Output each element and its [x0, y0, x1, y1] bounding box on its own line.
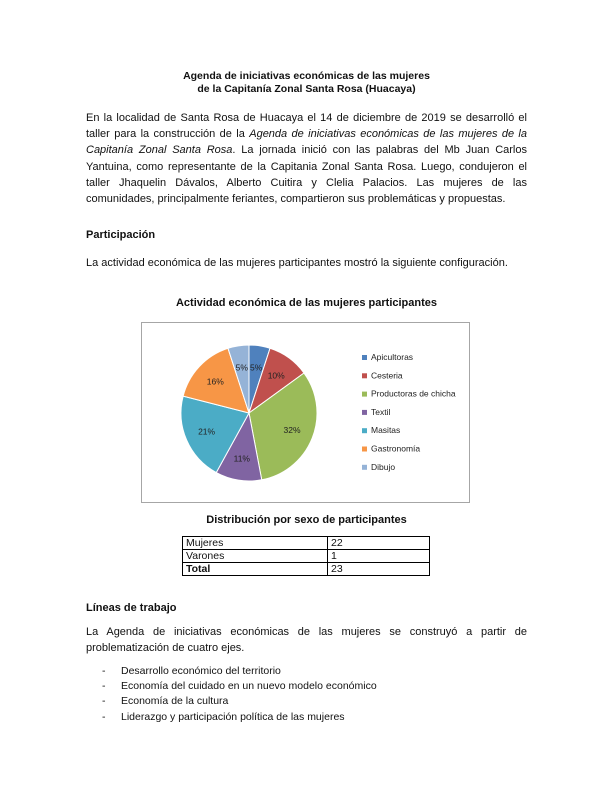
legend-entry: Masitas — [371, 425, 401, 436]
list-item: - Economía de la cultura — [100, 694, 377, 709]
list-item: - Desarrollo económico del territorio — [100, 664, 377, 679]
legend-swatch — [362, 410, 367, 415]
legend-swatch — [362, 447, 367, 452]
legend-entry: Cesteria — [371, 370, 403, 381]
lines-paragraph: La Agenda de iniciativas económicas de las mujeres se construyó a partir de problematización de cuatro ejes. — [86, 626, 527, 655]
table-row — [183, 550, 430, 563]
pie-data-label: 5% — [250, 362, 263, 373]
table-cell-label: Total — [183, 563, 328, 576]
list-item: - Liderazgo y participación política de las mujeres — [100, 710, 377, 725]
participation-paragraph: La actividad económica de las mujeres participantes mostró la siguiente configuración. — [86, 257, 508, 269]
lines-heading: Líneas de trabajo — [86, 602, 177, 614]
intro-text-1: En la localidad de Santa Rosa de Huacaya el 14 de diciembre de 2019 se desarrolló el taller para la construcción de la — [86, 112, 527, 141]
sex-distribution-table — [182, 536, 430, 576]
list-item: - Economía del cuidado en un nuevo modelo económico — [100, 679, 377, 694]
pie-data-label: 5% — [235, 362, 248, 373]
legend-entry: Textil — [371, 406, 391, 417]
table-row — [183, 537, 430, 550]
pie-data-label: 16% — [206, 376, 224, 387]
axes-list — [100, 664, 377, 725]
table-title: Distribución por sexo de participantes — [206, 514, 407, 526]
document-title — [86, 70, 527, 96]
legend-entry: Productoras de chicha — [371, 388, 456, 399]
legend-entry: Dibujo — [371, 461, 396, 472]
table-cell-value: 1 — [328, 550, 430, 563]
pie-chart — [142, 323, 469, 502]
intro-text-2: . La jornada inició con las palabras del Mb Juan Carlos Yantuina, como representante de la Capitania Zonal Santa Rosa. Luego, condujeron el taller Jhaquelin Dávalos, Alberto Cuitira y Clelia Palacios. Las mujeres de las comunidades, principalmente feriantes, compartieron sus problemáticas y propuestas. — [86, 144, 527, 206]
table-cell-value: 22 — [328, 537, 430, 550]
legend-entry: Gastronomía — [371, 443, 421, 454]
pie-data-label: 21% — [198, 426, 216, 437]
intro-paragraph — [86, 110, 527, 207]
intro-italic-agenda: Agenda de iniciativas económicas de las mujeres de la Capitanía Zonal Santa Rosa — [86, 128, 527, 157]
legend-swatch — [362, 465, 367, 470]
participation-heading: Participación — [86, 229, 156, 241]
pie-data-label: 32% — [283, 425, 301, 435]
legend-swatch — [362, 428, 367, 433]
table-cell-label: Mujeres — [183, 537, 328, 550]
chart-title: Actividad económica de las mujeres participantes — [175, 297, 438, 309]
pie-chart-frame — [141, 322, 470, 503]
pie-data-label: 11% — [233, 453, 250, 464]
title-line-1: Agenda de iniciativas económicas de las mujeres — [183, 70, 430, 82]
table-cell-value: 23 — [328, 563, 430, 576]
pie-data-label: 10% — [267, 370, 285, 381]
legend-entry: Apicultoras — [371, 352, 414, 362]
legend-swatch — [362, 392, 367, 397]
legend-swatch — [362, 355, 367, 360]
table-row-total — [183, 563, 430, 576]
table-cell-label: Varones — [183, 550, 328, 563]
title-line-2: de la Capitanía Zonal Santa Rosa (Huacaya) — [197, 83, 416, 95]
legend-swatch — [362, 373, 367, 378]
